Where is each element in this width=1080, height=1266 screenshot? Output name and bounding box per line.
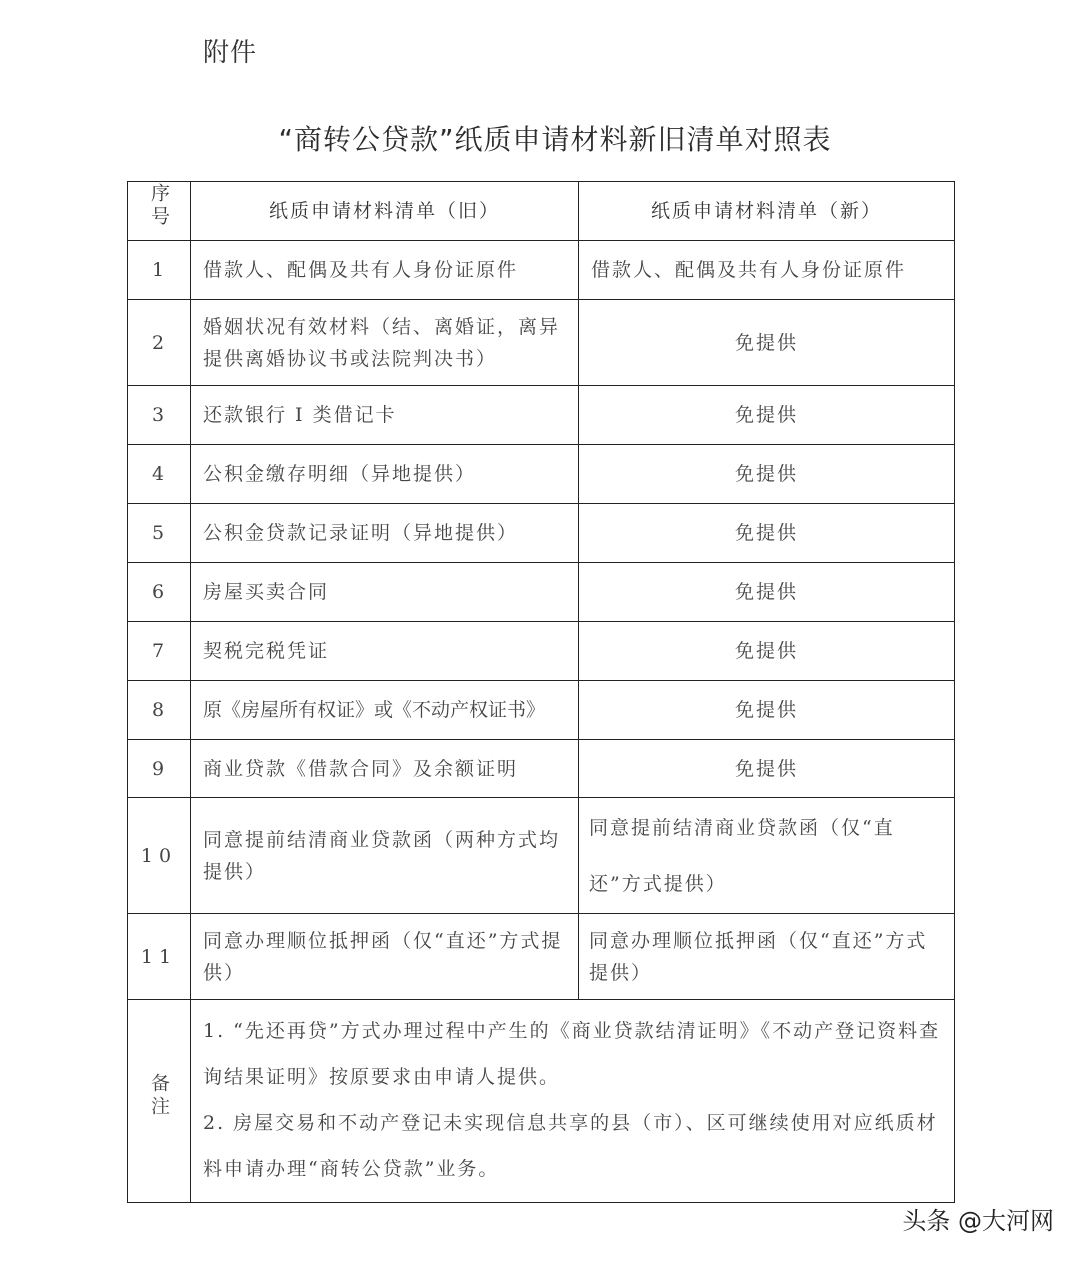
row-old: 同意办理顺位抵押函（仅“直还”方式提供） <box>191 914 579 1000</box>
row-old: 借款人、配偶及共有人身份证原件 <box>191 241 579 300</box>
row-num: 5 <box>128 504 191 563</box>
table-row <box>128 622 955 681</box>
row-new: 免提供 <box>579 740 955 798</box>
note-item: 2. 房屋交易和不动产登记未实现信息共享的县（市）、区可继续使用对应纸质材料申请办理“商转公贷款”业务。 <box>203 1112 938 1180</box>
document-title: “商转公贷款”纸质申请材料新旧清单对照表 <box>278 123 832 156</box>
table-row <box>128 798 955 914</box>
row-num: 3 <box>128 386 191 445</box>
row-new: 免提供 <box>579 681 955 740</box>
attachment-label: 附件 <box>203 38 258 68</box>
table-row <box>128 300 955 386</box>
row-num: 10 <box>128 798 191 914</box>
row-num: 7 <box>128 622 191 681</box>
table-row <box>128 445 955 504</box>
row-old: 商业贷款《借款合同》及余额证明 <box>191 740 579 798</box>
header-old: 纸质申请材料清单（旧） <box>191 182 579 241</box>
row-new: 免提供 <box>579 563 955 622</box>
table-row <box>128 740 955 798</box>
table-row <box>128 914 955 1000</box>
row-new: 免提供 <box>579 622 955 681</box>
comparison-table <box>127 181 955 1203</box>
row-new: 借款人、配偶及共有人身份证原件 <box>579 241 955 300</box>
row-old: 公积金贷款记录证明（异地提供） <box>191 504 579 563</box>
row-num: 11 <box>128 914 191 1000</box>
header-new: 纸质申请材料清单（新） <box>579 182 955 241</box>
notes-label: 备注 <box>128 1000 191 1203</box>
table-row <box>128 681 955 740</box>
row-num: 1 <box>128 241 191 300</box>
table-row <box>128 386 955 445</box>
notes-content <box>191 1000 955 1203</box>
table-row <box>128 563 955 622</box>
table-row <box>128 241 955 300</box>
row-num: 6 <box>128 563 191 622</box>
row-old: 契税完税凭证 <box>191 622 579 681</box>
row-old: 同意提前结清商业贷款函（两种方式均提供） <box>191 798 579 914</box>
row-old: 原《房屋所有权证》或《不动产权证书》 <box>191 681 579 740</box>
row-num: 4 <box>128 445 191 504</box>
row-num: 2 <box>128 300 191 386</box>
row-old: 婚姻状况有效材料（结、离婚证，离异提供离婚协议书或法院判决书） <box>191 300 579 386</box>
row-num: 9 <box>128 740 191 798</box>
row-old: 还款银行 I 类借记卡 <box>191 386 579 445</box>
header-num: 序号 <box>128 182 191 241</box>
row-new: 免提供 <box>579 504 955 563</box>
row-new: 同意办理顺位抵押函（仅“直还”方式提供） <box>579 914 955 1000</box>
row-old: 公积金缴存明细（异地提供） <box>191 445 579 504</box>
row-new: 免提供 <box>579 386 955 445</box>
notes-row <box>128 1000 955 1203</box>
row-new: 免提供 <box>579 445 955 504</box>
watermark: 头条 @大河网 <box>902 1207 1054 1235</box>
row-num: 8 <box>128 681 191 740</box>
note-item: 1. “先还再贷”方式办理过程中产生的《商业贷款结清证明》《不动产登记资料查询结果证明》按原要求由申请人提供。 <box>203 1020 941 1088</box>
row-new: 免提供 <box>579 300 955 386</box>
row-old: 房屋买卖合同 <box>191 563 579 622</box>
table-header-row <box>128 182 955 241</box>
table-row <box>128 504 955 563</box>
row-new: 同意提前结清商业贷款函（仅“直还”方式提供） <box>579 798 955 914</box>
